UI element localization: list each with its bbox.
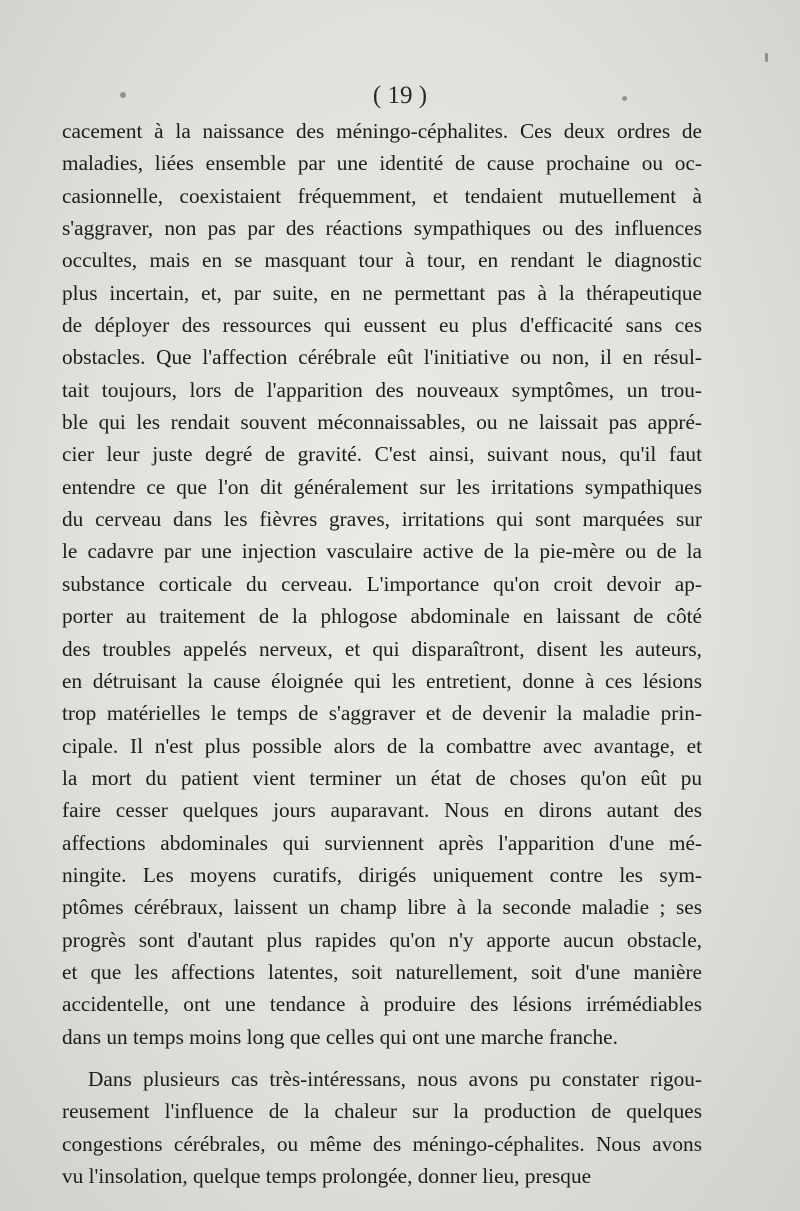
text-line: congestions cérébrales, ou même des méningo-céphalites. Nous avons xyxy=(62,1131,702,1156)
text-line: la mort du patient vient terminer un état de choses qu'on eût pu xyxy=(62,765,702,790)
margin-speck xyxy=(765,53,768,62)
text-line: entendre ce que l'on dit généralement sur les irritations sympathiques xyxy=(62,474,702,499)
paragraph-gap xyxy=(62,1053,702,1063)
text-line: occultes, mais en se masquant tour à tour, en rendant le diagnostic xyxy=(62,248,702,273)
body-text xyxy=(62,115,702,1192)
text-line: progrès sont d'autant plus rapides qu'on n'y apporte aucun obstacle, xyxy=(62,927,702,952)
paragraph xyxy=(62,1063,702,1192)
text-line: affections abdominales qui surviennent après l'apparition d'une mé- xyxy=(62,830,702,855)
text-line: du cerveau dans les fièvres graves, irritations qui sont marquées sur xyxy=(62,507,702,532)
text-line: porter au traitement de la phlogose abdominale en laissant de côté xyxy=(62,604,702,629)
text-line: cacement à la naissance des méningo-céphalites. Ces deux ordres de xyxy=(62,119,702,143)
text-line: trop matérielles le temps de s'aggraver et de devenir la maladie prin- xyxy=(62,701,702,726)
text-line: cier leur juste degré de gravité. C'est ainsi, suivant nous, qu'il faut xyxy=(62,442,702,467)
text-line: en détruisant la cause éloignée qui les entretient, donne à ces lésions xyxy=(62,668,702,693)
text-line: casionnelle, coexistaient fréquemment, et tendaient mutuellement à xyxy=(62,183,702,208)
text-line: dans un temps moins long que celles qui ont une marche franche. xyxy=(62,1024,618,1049)
text-line: et que les affections latentes, soit naturellement, soit d'une manière xyxy=(62,959,702,984)
text-line: Dans plusieurs cas très-intéressans, nous avons pu constater rigou- xyxy=(88,1066,702,1091)
text-line: ningite. Les moyens curatifs, dirigés uniquement contre les sym- xyxy=(62,862,702,887)
text-line: faire cesser quelques jours auparavant. Nous en dirons autant des xyxy=(62,798,702,823)
text-line: reusement l'influence de la chaleur sur la production de quelques xyxy=(62,1099,702,1124)
paragraph xyxy=(62,115,702,1053)
text-line: le cadavre par une injection vasculaire active de la pie-mère ou de la xyxy=(62,539,702,564)
text-line: maladies, liées ensemble par une identité de cause prochaine ou oc- xyxy=(62,151,702,176)
text-line: obstacles. Que l'affection cérébrale eût l'initiative ou non, il en résul- xyxy=(62,345,702,370)
text-line: ptômes cérébraux, laissent un champ libre à la seconde maladie ; ses xyxy=(62,895,702,920)
text-line: vu l'insolation, quelque temps prolongée, donner lieu, presque xyxy=(62,1164,592,1188)
text-line: cipale. Il n'est plus possible alors de la combattre avec avantage, et xyxy=(62,733,702,758)
text-line: plus incertain, et, par suite, en ne permettant pas à la thérapeutique xyxy=(62,280,702,305)
text-line: de déployer des ressources qui eussent eu plus d'efficacité sans ces xyxy=(62,313,702,338)
text-line: s'aggraver, non pas par des réactions sympathiques ou des influences xyxy=(62,216,702,241)
text-line: substance corticale du cerveau. L'importance qu'on croit devoir ap- xyxy=(62,571,702,596)
text-line: accidentelle, ont une tendance à produire des lésions irrémédiables xyxy=(62,992,702,1017)
text-line: ble qui les rendait souvent méconnaissables, ou ne laissait pas appré- xyxy=(62,410,702,435)
text-line: tait toujours, lors de l'apparition des nouveaux symptômes, un trou- xyxy=(62,377,702,402)
page-number: ( 19 ) xyxy=(372,82,428,109)
text-line: des troubles appelés nerveux, et qui disparaîtront, disent les auteurs, xyxy=(62,636,702,661)
